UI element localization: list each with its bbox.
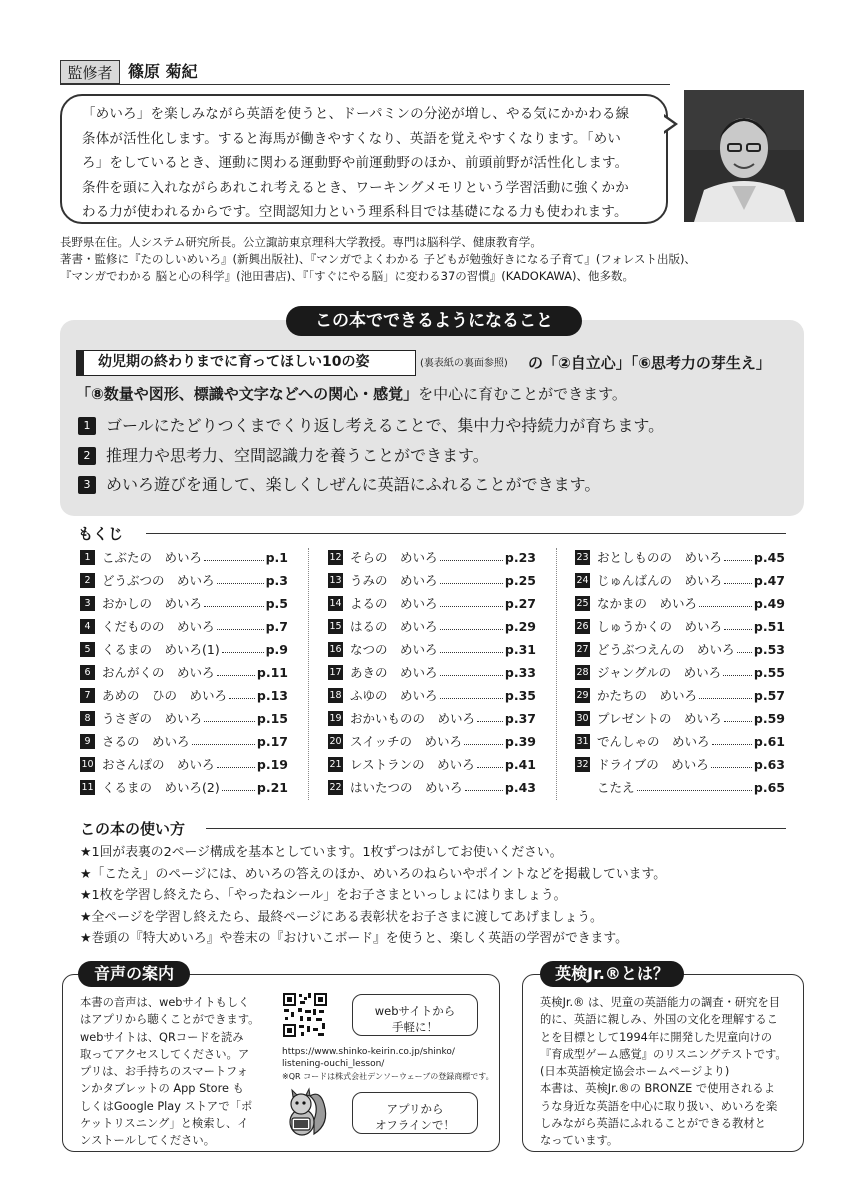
toc-item [328,569,536,592]
toc-item [575,776,785,799]
quote-line: わる力が使われるからです。空間認知力という理系科目では基礎になる力も使われます。 [82,204,628,220]
toc-number: 10 [81,759,94,770]
toc-item-title: なつの めいろ [350,642,438,657]
toc-item [80,776,288,799]
quote-line: 条体が活性化します。すると海馬が働きやすくなり、英語を覚えやすくなります。「めい [82,130,622,147]
stage-line-2-bold: 「⑧数量や図形、標識や文字などへの関心・感覚」 [76,385,419,403]
toc-column [328,546,536,799]
toc-number: 8 [80,711,95,726]
usage-line: ★全ページを学習し終えたら、最終ページにある表彰状をお子さまに渡してあげましょう。 [80,909,603,925]
toc-page: p.9 [265,642,288,657]
toc-item-title: こたえ [597,780,635,795]
toc-number: 29 [576,690,589,701]
audio-line: ンストールしてください。 [80,1134,215,1148]
toc-number: 16 [329,644,342,655]
toc-page: p.1 [265,550,288,565]
toc-number: 1 [80,550,95,565]
toc-leader-dots [204,592,264,607]
toc-item-title: うみの めいろ [350,573,438,588]
toc-item [80,638,288,661]
toc-leader-dots [222,776,255,791]
toc-item-title: おとしものの めいろ [597,550,723,565]
toc-item-title: さるの めいろ [102,734,190,749]
toc-number: 32 [576,759,589,770]
toc-item-title: おんがくの めいろ [102,665,215,680]
toc-item [80,615,288,638]
toc-page: p.65 [753,780,785,795]
url-line: https://www.shinko-keirin.co.jp/shinko/ [282,1047,455,1057]
toc-rule [146,533,786,534]
toc-item [328,546,536,569]
usage-line: ★1枚を学習し終えたら、「やったねシール」をお子さまといっしょにはりましょう。 [80,888,567,903]
toc-leader-dots [723,661,752,676]
quote-line: ろ」をしているとき、運動に関わる運動野や前運動野のほか、前頭前野が活性化します。 [82,155,629,171]
supervisor-bio [60,234,820,285]
toc-item-title: はるの めいろ [350,619,438,634]
bio-line: 『マンガでわかる 脳と心の科学』(池田書店)、『「すぐにやる脳」に変わる37の習慣』(KADOKAWA)、他多数。 [60,269,635,283]
toc-page: p.33 [504,665,536,680]
toc-item [575,569,785,592]
toc-page: p.23 [504,550,536,565]
toc-number: 12 [329,552,342,563]
audio-line: 取ってアクセスしてください。ア [80,1047,250,1061]
goal-text: 推理力や思考力、空間認識力を養うことができます。 [106,446,489,465]
toc-item-title: じゅんばんの めいろ [597,573,723,588]
toc-number: 26 [576,621,589,632]
toc-number: 30 [576,713,589,724]
toc-number: 4 [80,619,95,634]
toc-column [80,546,288,799]
qr-trademark-note: ※QR コードは株式会社デンソーウェーブの登録商標です。 [282,1072,494,1081]
toc-page: p.15 [256,711,288,726]
toc-page: p.19 [256,757,288,772]
toc-number: 31 [576,736,589,747]
eiken-line: 的に、英語に親しみ、外国の文化を理解するこ [540,1013,778,1027]
toc-leader-dots [699,684,752,699]
bio-line: 長野県在住。人システム研究所長。公立諏訪東京理科大学教授。専門は脳科学、健康教育学。 [60,235,542,249]
toc-page: p.25 [504,573,536,588]
toc-page: p.45 [753,550,785,565]
toc-item [328,661,536,684]
toc-number: 23 [576,552,589,563]
usage-line: ★「こたえ」のページには、めいろの答えのほか、めいろのねらいやポイントなどを掲載しています。 [80,866,667,882]
goal-number: 3 [78,476,96,494]
toc-number: 14 [329,598,342,609]
toc-item-title: プレゼントの めいろ [597,711,722,726]
toc-item-title: そらの めいろ [350,550,438,565]
toc-item-title: くだものの めいろ [102,619,215,634]
toc-page: p.7 [265,619,288,634]
toc-number: 20 [329,736,342,747]
toc-leader-dots [440,569,503,584]
toc-page: p.31 [504,642,536,657]
url-line: listening-ouchi_lesson/ [282,1059,385,1069]
toc-leader-dots [465,776,503,791]
toc-item [328,776,536,799]
goal-text: ゴールにたどりつくまでくり返し考えることで、集中力や持続力が育ちます。 [106,416,665,435]
toc-number: 25 [576,598,589,609]
toc-page: p.59 [753,711,785,726]
goal-number: 1 [78,417,96,435]
toc-page: p.57 [753,688,785,703]
toc-number [575,780,590,795]
toc-leader-dots [217,661,255,676]
toc-leader-dots [477,753,503,768]
toc-item-title: おかしの めいろ [102,596,203,611]
toc-page: p.49 [753,596,785,611]
toc-leader-dots [724,546,752,561]
toc-item-title: あめの ひの めいろ [102,688,228,703]
toc-leader-dots [440,615,503,630]
toc-item [575,546,785,569]
toc-item-title: しゅうかくの めいろ [597,619,723,634]
toc-item-title: レストランの めいろ [350,757,475,772]
toc-page: p.13 [256,688,288,703]
usage-title: この本の使い方 [80,820,186,838]
toc-item [575,753,785,776]
toc-item [328,615,536,638]
supervisor-name: 篠原 菊紀 [128,62,198,81]
audio-line: ケットリスニング」と検索し、イ [80,1117,249,1131]
toc-number: 22 [329,782,342,793]
toc-item [80,753,288,776]
toc-number: 19 [329,713,342,724]
header-rule [60,84,670,85]
goal-item-3 [78,472,600,498]
toc-divider [556,548,557,800]
app-callout-line: オフラインで！ [375,1118,455,1132]
toc-item-title: おかいものの めいろ [350,711,476,726]
toc-item [328,684,536,707]
toc-item-title: うさぎの めいろ [102,711,203,726]
app-callout-line: アプリから [386,1102,444,1116]
toc-item-title: こぶたの めいろ [102,550,203,565]
toc-item-title: ふゆの めいろ [350,688,438,703]
audio-line: はアプリから聴くことができます。 [80,1013,260,1027]
squirrel-mascot-icon [284,1084,332,1140]
supervisor-quote-bubble [60,94,668,224]
toc-leader-dots [440,638,503,653]
toc-leader-dots [192,730,255,745]
toc-leader-dots [711,753,752,768]
web-callout-line: webサイトから [374,1004,456,1018]
toc-number: 2 [80,573,95,588]
toc-leader-dots [217,569,264,584]
eiken-jr-title: 英検Jr.®とは？ [540,961,684,987]
toc-page: p.63 [753,757,785,772]
eiken-line: なっています。 [540,1134,619,1148]
toc-page: p.21 [256,780,288,795]
toc-item-title: どうぶつえんの めいろ [597,642,735,657]
toc-leader-dots [440,592,503,607]
toc-item-title: でんしゃの めいろ [597,734,710,749]
toc-item [328,730,536,753]
toc-item [328,638,536,661]
toc-page: p.29 [504,619,536,634]
toc-item-title: どうぶつの めいろ [102,573,215,588]
toc-leader-dots [229,684,255,699]
toc-number: 17 [329,667,342,678]
toc-item-title: あきの めいろ [350,665,438,680]
toc-page: p.3 [265,573,288,588]
toc-page: p.17 [256,734,288,749]
quote-line: 「めいろ」を楽しみながら英語を使うと、ドーパミンの分泌が増し、やる気にかかわる線 [82,106,630,122]
toc-page: p.47 [753,573,785,588]
stage-label-box: 幼児期の終わりまでに育ってほしい10の姿 [76,350,416,376]
toc-number: 15 [329,621,342,632]
qr-code[interactable] [282,992,328,1038]
stage-line-2-rest: を中心に育むことができます。 [418,385,627,403]
toc-item [80,707,288,730]
toc-leader-dots [724,707,752,722]
toc-page: p.39 [504,734,536,749]
toc-item-title: なかまの めいろ [597,596,698,611]
toc-item-title: くるまの めいろ(1) [102,642,220,657]
audio-url[interactable] [282,1046,455,1070]
toc-page: p.53 [753,642,785,657]
toc-leader-dots [464,730,503,745]
toc-number: 3 [80,596,95,611]
toc-item [575,592,785,615]
toc-item [328,592,536,615]
toc-leader-dots [699,592,752,607]
goal-item-2 [78,443,489,469]
toc-number: 28 [576,667,589,678]
bio-line: 著書・監修に『たのしいめいろ』(新興出版社)、『マンガでよくわかる 子どもが勉強好きになる子育て』(フォレスト出版)、 [60,252,696,266]
toc-page: p.35 [504,688,536,703]
toc-number: 11 [81,782,94,793]
toc-leader-dots [204,707,255,722]
toc-page: p.41 [504,757,536,772]
toc-item [575,707,785,730]
toc-page: p.27 [504,596,536,611]
eiken-jr-text [540,994,798,1150]
toc-page: p.61 [753,734,785,749]
toc-leader-dots [440,546,503,561]
eiken-line: しみながら英語にふれることができる教材と [540,1117,766,1131]
usage-rule [206,828,786,829]
toc-leader-dots [217,753,255,768]
toc-item [80,569,288,592]
toc-number: 24 [576,575,589,586]
toc-leader-dots [737,638,752,653]
toc-page: p.55 [753,665,785,680]
app-callout [352,1092,478,1134]
goal-number: 2 [78,447,96,465]
toc-number: 13 [329,575,342,586]
toc-item-title: おさんぽの めいろ [102,757,215,772]
toc-page: p.43 [504,780,536,795]
stage-reference: (裏表紙の裏面参照) [420,358,508,369]
toc-number: 6 [80,665,95,680]
toc-item [575,684,785,707]
audio-line: 本書の音声は、webサイトもしく [80,996,250,1009]
quote-line: 条件を頭に入れながらあれこれ考えるとき、ワーキングメモリという学習活動に強くかか [82,179,629,196]
supervisor-photo [684,90,804,222]
toc-leader-dots [724,615,752,630]
toc-number: 9 [80,734,95,749]
toc-item-title: はいたつの めいろ [350,780,463,795]
goal-item-1 [78,413,664,439]
eiken-line: 本書は、英検Jr.®の BRONZE で使用されるよ [540,1082,775,1096]
toc-leader-dots [637,776,752,791]
toc-leader-dots [204,546,264,561]
audio-guide-text [80,994,280,1150]
goals-title: この本でできるようになること [286,306,582,336]
toc-leader-dots [440,684,503,699]
web-callout-line: 手軽に！ [392,1020,438,1034]
audio-line: ンかタブレットの App Store も [80,1082,244,1096]
toc-item [80,661,288,684]
toc-item-title: ドライブの めいろ [597,757,709,772]
usage-line: ★1回が表裏の2ページ構成を基本としています。1枚ずつはがしてお使いください。 [80,845,563,860]
toc-item [575,615,785,638]
web-callout [352,994,478,1036]
toc-item [80,730,288,753]
toc-leader-dots [440,661,503,676]
toc-item [80,684,288,707]
toc-item [575,638,785,661]
toc-column [575,546,785,799]
audio-line: プリは、お手持ちのスマートフォ [80,1065,248,1079]
supervisor-label: 監修者 [60,60,120,84]
toc-page: p.51 [753,619,785,634]
eiken-line: うな身近な英語を中心に取り扱い、めいろを楽 [540,1099,778,1113]
toc-leader-dots [222,638,264,653]
eiken-line: (日本英語検定協会ホームページより) [540,1065,730,1079]
eiken-line: 『育成型ゲーム感覚』のリスニングテストです。 [540,1047,787,1061]
goal-text: めいろ遊びを通して、楽しくしぜんに英語にふれることができます。 [106,475,601,494]
toc-number: 27 [576,644,589,655]
eiken-line: 英検Jr.® は、児童の英語能力の調査・研究を目 [540,996,781,1009]
toc-divider [308,548,309,800]
audio-line: しくはGoogle Play ストアで「ポ [80,1099,253,1113]
stage-line-2 [76,382,627,406]
toc-leader-dots [217,615,264,630]
eiken-line: とを目標として1994年に開発した児童向けの [540,1030,773,1044]
toc-page: p.37 [504,711,536,726]
toc-item-title: スイッチの めいろ [350,734,463,749]
toc-item [80,592,288,615]
toc-item-title: かたちの めいろ [597,688,698,703]
toc-number: 18 [329,690,342,701]
toc-item-title: よるの めいろ [350,596,438,611]
toc-item-title: ジャングルの めいろ [597,665,722,680]
audio-guide-title: 音声の案内 [78,961,190,987]
toc-leader-dots [477,707,503,722]
toc-item [80,546,288,569]
bubble-tail-inner [664,117,674,131]
stage-items: の「②自立心」「⑥思考力の芽生え」 [528,354,771,372]
toc-number: 7 [80,688,95,703]
toc-item [575,730,785,753]
toc-number: 5 [80,642,95,657]
toc-page: p.11 [256,665,288,680]
toc-item [328,753,536,776]
toc-number: 21 [329,759,342,770]
toc-item [328,707,536,730]
toc-page: p.5 [265,596,288,611]
usage-line: ★巻頭の『特大めいろ』や巻末の『おけいこボード』を使うと、楽しく英語の学習ができます。 [80,931,628,946]
toc-item-title: くるまの めいろ(2) [102,780,220,795]
toc-item [575,661,785,684]
usage-list [80,842,666,950]
toc-leader-dots [712,730,752,745]
toc-title: もくじ [78,525,124,543]
toc-leader-dots [724,569,752,584]
audio-line: webサイトは、QRコードを読み [80,1030,244,1044]
